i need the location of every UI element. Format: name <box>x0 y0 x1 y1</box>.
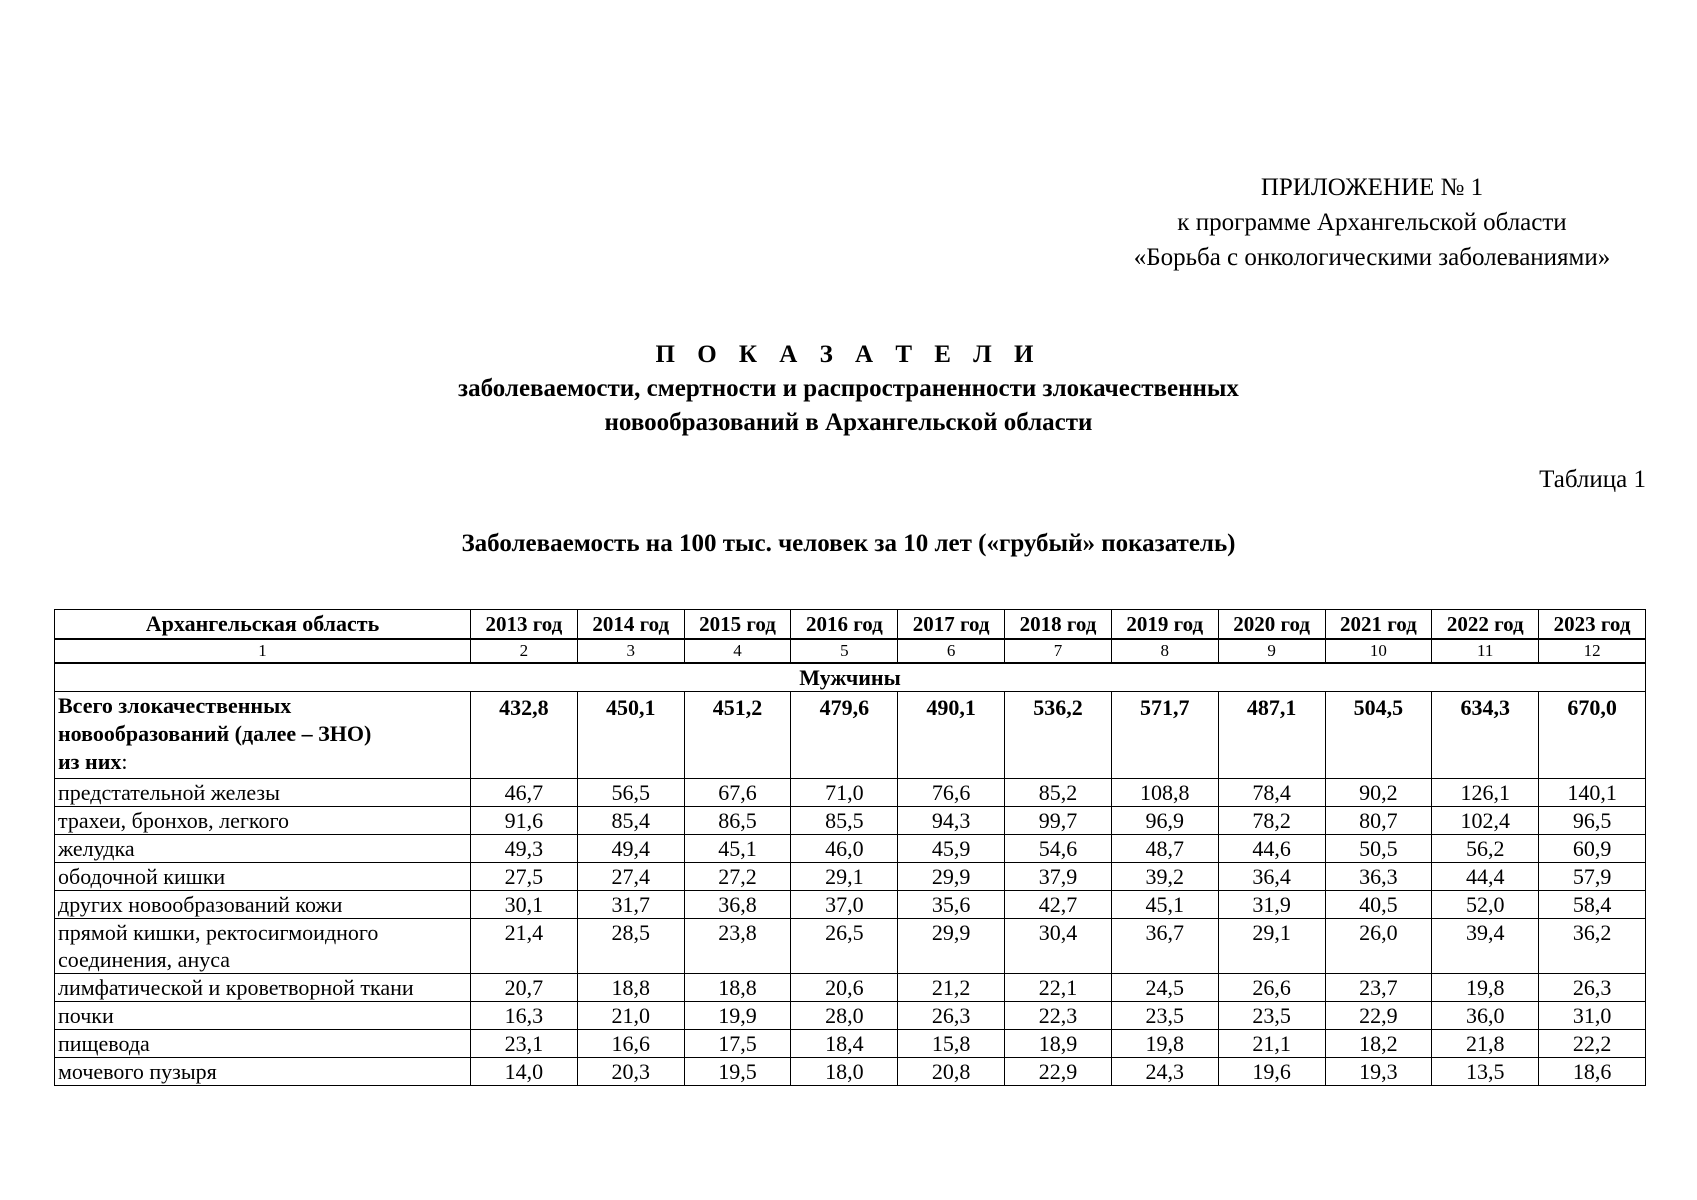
row-value: 26,0 <box>1325 919 1432 974</box>
column-number: 1 <box>55 639 471 663</box>
row-value: 29,9 <box>898 919 1005 974</box>
row-value: 21,2 <box>898 974 1005 1002</box>
total-value: 479,6 <box>791 692 898 779</box>
row-value: 24,5 <box>1111 974 1218 1002</box>
total-row <box>55 692 1646 779</box>
row-value: 80,7 <box>1325 807 1432 835</box>
row-value: 78,4 <box>1218 779 1325 807</box>
row-value: 49,3 <box>471 835 578 863</box>
column-number: 10 <box>1325 639 1432 663</box>
row-label: пищевода <box>55 1030 471 1058</box>
row-value: 36,8 <box>684 891 791 919</box>
row-value: 37,0 <box>791 891 898 919</box>
row-value: 19,8 <box>1111 1030 1218 1058</box>
table-row <box>55 835 1646 863</box>
row-value: 26,6 <box>1218 974 1325 1002</box>
table-row <box>55 891 1646 919</box>
total-value: 490,1 <box>898 692 1005 779</box>
row-value: 22,1 <box>1005 974 1112 1002</box>
row-value: 90,2 <box>1325 779 1432 807</box>
column-number: 5 <box>791 639 898 663</box>
column-header: Архангельская область <box>55 610 471 640</box>
row-value: 37,9 <box>1005 863 1112 891</box>
column-number: 7 <box>1005 639 1112 663</box>
row-value: 21,0 <box>577 1002 684 1030</box>
row-value: 35,6 <box>898 891 1005 919</box>
row-value: 17,5 <box>684 1030 791 1058</box>
row-value: 19,3 <box>1325 1058 1432 1086</box>
row-value: 27,2 <box>684 863 791 891</box>
row-value: 29,9 <box>898 863 1005 891</box>
table-number: Таблица 1 <box>1539 466 1646 493</box>
row-value: 20,8 <box>898 1058 1005 1086</box>
column-number-row <box>55 639 1646 663</box>
row-value: 102,4 <box>1432 807 1539 835</box>
row-value: 36,2 <box>1539 919 1646 974</box>
row-value: 48,7 <box>1111 835 1218 863</box>
appendix-header <box>1092 170 1652 275</box>
incidence-table <box>54 609 1646 1086</box>
row-value: 27,4 <box>577 863 684 891</box>
row-value: 31,7 <box>577 891 684 919</box>
column-header: 2016 год <box>791 610 898 640</box>
row-value: 85,4 <box>577 807 684 835</box>
column-header: 2021 год <box>1325 610 1432 640</box>
row-value: 21,8 <box>1432 1030 1539 1058</box>
row-value: 140,1 <box>1539 779 1646 807</box>
row-value: 22,9 <box>1325 1002 1432 1030</box>
table-row <box>55 919 1646 974</box>
total-value: 450,1 <box>577 692 684 779</box>
row-value: 18,4 <box>791 1030 898 1058</box>
row-label: почки <box>55 1002 471 1030</box>
row-value: 13,5 <box>1432 1058 1539 1086</box>
table-body <box>55 639 1646 1086</box>
table-caption: Заболеваемость на 100 тыс. человек за 10 лет («грубый» показатель) <box>461 530 1236 557</box>
row-value: 22,2 <box>1539 1030 1646 1058</box>
row-value: 30,4 <box>1005 919 1112 974</box>
row-value: 36,0 <box>1432 1002 1539 1030</box>
row-value: 45,1 <box>1111 891 1218 919</box>
total-label-line-1: Всего злокачественных <box>58 693 292 718</box>
row-value: 40,5 <box>1325 891 1432 919</box>
column-header: 2014 год <box>577 610 684 640</box>
row-value: 28,5 <box>577 919 684 974</box>
row-value: 44,6 <box>1218 835 1325 863</box>
row-value: 94,3 <box>898 807 1005 835</box>
column-number: 8 <box>1111 639 1218 663</box>
row-value: 28,0 <box>791 1002 898 1030</box>
row-value: 36,4 <box>1218 863 1325 891</box>
row-value: 126,1 <box>1432 779 1539 807</box>
row-value: 23,1 <box>471 1030 578 1058</box>
row-value: 22,9 <box>1005 1058 1112 1086</box>
column-number: 3 <box>577 639 684 663</box>
row-value: 60,9 <box>1539 835 1646 863</box>
row-value: 21,1 <box>1218 1030 1325 1058</box>
row-value: 67,6 <box>684 779 791 807</box>
row-value: 36,7 <box>1111 919 1218 974</box>
row-value: 78,2 <box>1218 807 1325 835</box>
column-header: 2017 год <box>898 610 1005 640</box>
row-value: 26,5 <box>791 919 898 974</box>
table-header-row <box>55 610 1646 640</box>
row-value: 20,6 <box>791 974 898 1002</box>
row-value: 20,3 <box>577 1058 684 1086</box>
row-value: 52,0 <box>1432 891 1539 919</box>
row-label: желудка <box>55 835 471 863</box>
row-value: 42,7 <box>1005 891 1112 919</box>
row-value: 58,4 <box>1539 891 1646 919</box>
column-header: 2013 год <box>471 610 578 640</box>
total-label-suffix: : <box>121 749 128 774</box>
row-value: 18,8 <box>684 974 791 1002</box>
row-value: 18,0 <box>791 1058 898 1086</box>
row-value: 99,7 <box>1005 807 1112 835</box>
column-header: 2018 год <box>1005 610 1112 640</box>
row-value: 14,0 <box>471 1058 578 1086</box>
column-header: 2015 год <box>684 610 791 640</box>
row-value: 19,9 <box>684 1002 791 1030</box>
section-row-men <box>55 663 1646 692</box>
row-value: 20,7 <box>471 974 578 1002</box>
row-value: 85,5 <box>791 807 898 835</box>
row-value: 39,2 <box>1111 863 1218 891</box>
row-value: 44,4 <box>1432 863 1539 891</box>
row-value: 19,8 <box>1432 974 1539 1002</box>
row-value: 50,5 <box>1325 835 1432 863</box>
total-value: 487,1 <box>1218 692 1325 779</box>
total-label <box>55 692 471 779</box>
row-value: 29,1 <box>1218 919 1325 974</box>
column-number: 2 <box>471 639 578 663</box>
total-label-line-3: из них <box>58 749 122 774</box>
row-value: 22,3 <box>1005 1002 1112 1030</box>
row-value: 57,9 <box>1539 863 1646 891</box>
row-value: 76,6 <box>898 779 1005 807</box>
row-value: 31,9 <box>1218 891 1325 919</box>
row-value: 29,1 <box>791 863 898 891</box>
row-value: 96,9 <box>1111 807 1218 835</box>
row-value: 27,5 <box>471 863 578 891</box>
table-row <box>55 1058 1646 1086</box>
total-label-line-2: новообразований (далее – ЗНО) <box>58 721 372 746</box>
row-value: 15,8 <box>898 1030 1005 1058</box>
column-header: 2023 год <box>1539 610 1646 640</box>
row-value: 31,0 <box>1539 1002 1646 1030</box>
row-label: трахеи, бронхов, легкого <box>55 807 471 835</box>
row-value: 45,9 <box>898 835 1005 863</box>
row-value: 19,6 <box>1218 1058 1325 1086</box>
total-value: 432,8 <box>471 692 578 779</box>
total-value: 634,3 <box>1432 692 1539 779</box>
row-value: 85,2 <box>1005 779 1112 807</box>
row-value: 16,3 <box>471 1002 578 1030</box>
document-title <box>0 338 1697 440</box>
row-value: 91,6 <box>471 807 578 835</box>
row-value: 16,6 <box>577 1030 684 1058</box>
title-line-2: заболеваемости, смертности и распространенности злокачественных <box>458 375 1239 402</box>
table-row <box>55 974 1646 1002</box>
row-value: 96,5 <box>1539 807 1646 835</box>
row-value: 18,6 <box>1539 1058 1646 1086</box>
appendix-program: к программе Архангельской области <box>1177 209 1567 236</box>
title-line-3: новообразований в Архангельской области <box>604 409 1093 436</box>
title-main: П О К А З А Т Е Л И <box>655 341 1042 368</box>
row-label: ободочной кишки <box>55 863 471 891</box>
row-value: 56,5 <box>577 779 684 807</box>
column-number: 12 <box>1539 639 1646 663</box>
row-value: 46,7 <box>471 779 578 807</box>
table-row <box>55 1002 1646 1030</box>
row-value: 24,3 <box>1111 1058 1218 1086</box>
total-value: 670,0 <box>1539 692 1646 779</box>
column-number: 6 <box>898 639 1005 663</box>
row-value: 45,1 <box>684 835 791 863</box>
total-value: 536,2 <box>1005 692 1112 779</box>
row-value: 19,5 <box>684 1058 791 1086</box>
row-value: 18,2 <box>1325 1030 1432 1058</box>
row-value: 23,7 <box>1325 974 1432 1002</box>
row-value: 18,8 <box>577 974 684 1002</box>
row-value: 23,5 <box>1218 1002 1325 1030</box>
table-row <box>55 863 1646 891</box>
column-header: 2022 год <box>1432 610 1539 640</box>
table-row <box>55 807 1646 835</box>
row-value: 108,8 <box>1111 779 1218 807</box>
row-value: 21,4 <box>471 919 578 974</box>
row-value: 36,3 <box>1325 863 1432 891</box>
table-row <box>55 1030 1646 1058</box>
column-number: 9 <box>1218 639 1325 663</box>
total-value: 504,5 <box>1325 692 1432 779</box>
row-value: 23,5 <box>1111 1002 1218 1030</box>
appendix-number: ПРИЛОЖЕНИЕ № 1 <box>1260 174 1484 201</box>
row-label: мочевого пузыря <box>55 1058 471 1086</box>
section-label: Мужчины <box>55 663 1646 692</box>
column-number: 11 <box>1432 639 1539 663</box>
column-header: 2020 год <box>1218 610 1325 640</box>
column-number: 4 <box>684 639 791 663</box>
row-label: предстательной железы <box>55 779 471 807</box>
total-value: 571,7 <box>1111 692 1218 779</box>
row-value: 86,5 <box>684 807 791 835</box>
appendix-program-name: «Борьба с онкологическими заболеваниями» <box>1133 244 1611 271</box>
row-value: 30,1 <box>471 891 578 919</box>
row-value: 18,9 <box>1005 1030 1112 1058</box>
total-value: 451,2 <box>684 692 791 779</box>
row-label: прямой кишки, ректосигмоидного соединения, ануса <box>55 919 471 974</box>
row-value: 49,4 <box>577 835 684 863</box>
row-value: 39,4 <box>1432 919 1539 974</box>
row-value: 26,3 <box>1539 974 1646 1002</box>
row-value: 54,6 <box>1005 835 1112 863</box>
row-value: 23,8 <box>684 919 791 974</box>
row-label: лимфатической и кроветворной ткани <box>55 974 471 1002</box>
row-value: 46,0 <box>791 835 898 863</box>
column-header: 2019 год <box>1111 610 1218 640</box>
table-row <box>55 779 1646 807</box>
row-value: 56,2 <box>1432 835 1539 863</box>
row-value: 71,0 <box>791 779 898 807</box>
row-label: других новообразований кожи <box>55 891 471 919</box>
row-value: 26,3 <box>898 1002 1005 1030</box>
